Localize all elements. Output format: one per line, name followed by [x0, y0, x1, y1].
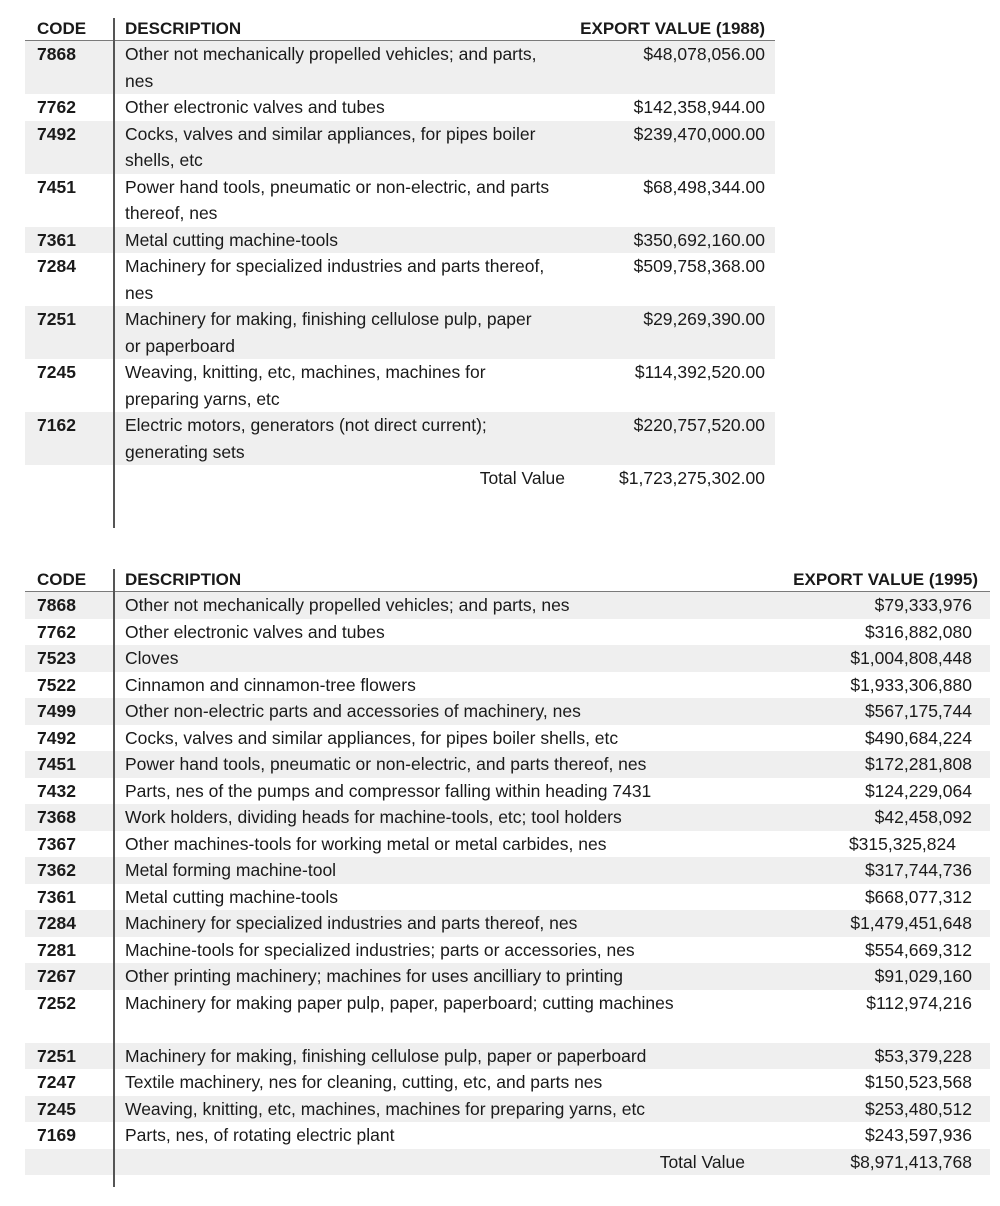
- row-code: 7367: [37, 833, 76, 854]
- table-row: [25, 1069, 990, 1096]
- row-value: $253,480,512: [864, 1098, 972, 1119]
- row-value: $124,229,064: [864, 780, 972, 801]
- table-row: [25, 306, 775, 359]
- row-code: 7451: [37, 754, 76, 774]
- row-code: 7451: [37, 176, 76, 197]
- table-row: [25, 253, 775, 306]
- table-row: [25, 174, 775, 227]
- row-description: Metal cutting machine-tools: [125, 886, 339, 907]
- table-row: [25, 41, 775, 94]
- row-value: $315,325,824: [848, 833, 956, 854]
- total-row: [25, 1149, 990, 1176]
- row-value: $1,479,451,648: [850, 913, 972, 933]
- row-code: 7762: [37, 97, 76, 117]
- row-value: $220,757,520.00: [633, 415, 765, 435]
- table-row: [25, 831, 990, 858]
- row-code: 7361: [37, 886, 76, 907]
- row-code: 7169: [37, 1125, 76, 1145]
- table-row: [25, 1122, 990, 1149]
- table-row: [25, 751, 990, 778]
- row-code: 7762: [37, 621, 76, 642]
- row-code: 7281: [37, 939, 76, 960]
- table-row: [25, 990, 990, 1043]
- row-description: Parts, nes, of rotating electric plant: [125, 1125, 395, 1145]
- table-row: [25, 619, 990, 646]
- row-code: 7432: [37, 780, 76, 801]
- total-value: $1,723,275,302.00: [619, 468, 765, 488]
- row-value: $509,758,368.00: [633, 256, 765, 276]
- row-value: $150,523,568: [864, 1072, 972, 1092]
- row-description: Power hand tools, pneumatic or non-electric, and parts thereof, nes: [125, 754, 647, 774]
- row-code: 7361: [37, 229, 76, 250]
- row-code: 7251: [37, 309, 76, 329]
- row-code: 7247: [37, 1072, 76, 1092]
- table-row: [25, 412, 775, 465]
- row-description: Other not mechanically propelled vehicles; and parts, nes: [125, 595, 570, 615]
- description-header: DESCRIPTION: [125, 19, 242, 38]
- row-description: Work holders, dividing heads for machine-tools, etc; tool holders: [125, 807, 622, 827]
- row-description: Other non-electric parts and accessories of machinery, nes: [125, 701, 581, 721]
- row-description: Cocks, valves and similar appliances, for pipes boiler shells, etc: [125, 727, 619, 748]
- row-description: Other electronic valves and tubes: [125, 97, 385, 117]
- row-code: 7267: [37, 966, 76, 986]
- table-row: [25, 884, 990, 911]
- row-value: $316,882,080: [864, 621, 972, 642]
- row-code: 7284: [37, 913, 76, 933]
- row-value: $79,333,976: [874, 595, 972, 615]
- row-value: $554,669,312: [864, 939, 972, 960]
- row-value: $114,392,520.00: [634, 362, 765, 382]
- row-value: $239,470,000.00: [633, 123, 765, 144]
- code-header: CODE: [37, 19, 87, 38]
- export-value-header: EXPORT VALUE (1988): [580, 19, 765, 38]
- table-row: [25, 937, 990, 964]
- row-description: Machinery for specialized industries and parts thereof, nes: [125, 256, 545, 303]
- total-label: Total Value: [659, 1151, 745, 1172]
- table-header: [25, 18, 775, 41]
- row-code: 7162: [37, 415, 76, 435]
- row-description: Machinery for making paper pulp, paper, paperboard; cutting machines: [125, 992, 674, 1013]
- row-code: 7368: [37, 807, 76, 827]
- row-value: $91,029,160: [874, 966, 972, 986]
- row-code: 7252: [37, 992, 76, 1013]
- row-value: $29,269,390.00: [643, 309, 765, 329]
- export-table-1988: [25, 18, 775, 492]
- row-description: Other printing machinery; machines for uses ancilliary to printing: [125, 966, 623, 986]
- row-value: $112,974,216: [866, 992, 972, 1013]
- row-value: $172,281,808: [864, 754, 972, 774]
- row-description: Cocks, valves and similar appliances, for pipes boiler shells, etc: [125, 123, 536, 170]
- table-row: [25, 804, 990, 831]
- table-row: [25, 778, 990, 805]
- column-divider: [113, 18, 115, 528]
- row-value: $1,933,306,880: [850, 674, 972, 695]
- table-row: [25, 1043, 990, 1070]
- row-description: Machinery for specialized industries and parts thereof, nes: [125, 913, 578, 933]
- row-code: 7868: [37, 595, 76, 615]
- row-value: $53,379,228: [874, 1045, 972, 1066]
- table-header: [25, 569, 990, 592]
- table-row: [25, 592, 990, 619]
- row-value: $48,078,056.00: [643, 44, 765, 64]
- row-code: 7868: [37, 44, 76, 64]
- table-row: [25, 672, 990, 699]
- row-code: 7245: [37, 1098, 76, 1119]
- table-row: [25, 910, 990, 937]
- table-row: [25, 698, 990, 725]
- row-code: 7523: [37, 648, 76, 668]
- total-row: [25, 465, 775, 492]
- description-header: DESCRIPTION: [125, 570, 242, 589]
- row-description: Parts, nes of the pumps and compressor falling within heading 7431: [125, 780, 652, 801]
- row-description: Machine-tools for specialized industries; parts or accessories, nes: [125, 939, 635, 960]
- row-value: $142,358,944.00: [633, 97, 765, 117]
- row-value: $68,498,344.00: [643, 176, 765, 197]
- table-row: [25, 963, 990, 990]
- table-row: [25, 121, 775, 174]
- table-row: [25, 857, 990, 884]
- row-description: Weaving, knitting, etc, machines, machines for preparing yarns, etc: [125, 1098, 646, 1119]
- row-description: Other not mechanically propelled vehicles; and parts, nes: [125, 44, 537, 91]
- row-description: Machinery for making, finishing cellulose pulp, paper or paperboard: [125, 1045, 647, 1066]
- row-value: $42,458,092: [874, 807, 972, 827]
- total-value: $8,971,413,768: [850, 1151, 972, 1172]
- row-code: 7499: [37, 701, 76, 721]
- table-row: [25, 1096, 990, 1123]
- row-value: $243,597,936: [864, 1125, 972, 1145]
- export-value-header: EXPORT VALUE (1995): [793, 570, 978, 589]
- row-code: 7251: [37, 1045, 76, 1066]
- row-value: $668,077,312: [864, 886, 972, 907]
- row-description: Metal forming machine-tool: [125, 860, 337, 880]
- row-code: 7522: [37, 674, 76, 695]
- row-description: Cinnamon and cinnamon-tree flowers: [125, 674, 416, 695]
- row-value: $490,684,224: [864, 727, 972, 748]
- row-code: 7245: [37, 362, 76, 382]
- row-code: 7492: [37, 727, 76, 748]
- row-value: $317,744,736: [864, 860, 972, 880]
- row-code: 7362: [37, 860, 76, 880]
- row-value: $1,004,808,448: [850, 648, 972, 668]
- column-divider: [113, 569, 115, 1187]
- table-row: [25, 94, 775, 121]
- row-value: $567,175,744: [864, 701, 972, 721]
- row-value: $350,692,160.00: [633, 229, 765, 250]
- row-description: Textile machinery, nes for cleaning, cutting, etc, and parts nes: [125, 1072, 603, 1092]
- row-description: Power hand tools, pneumatic or non-electric, and parts thereof, nes: [125, 176, 550, 223]
- table-row: [25, 725, 990, 752]
- row-description: Other machines-tools for working metal or metal carbides, nes: [125, 833, 607, 854]
- row-description: Machinery for making, finishing cellulose pulp, paper or paperboard: [125, 309, 532, 356]
- total-label: Total Value: [479, 468, 565, 488]
- row-description: Electric motors, generators (not direct current); generating sets: [125, 415, 487, 462]
- table-row: [25, 227, 775, 254]
- row-description: Other electronic valves and tubes: [125, 621, 385, 642]
- row-description: Weaving, knitting, etc, machines, machines for preparing yarns, etc: [125, 362, 486, 409]
- row-code: 7492: [37, 123, 76, 144]
- row-code: 7284: [37, 256, 76, 276]
- export-table-1995: [25, 569, 990, 1175]
- table-row: [25, 645, 990, 672]
- table-row: [25, 359, 775, 412]
- row-description: Cloves: [125, 648, 179, 668]
- row-description: Metal cutting machine-tools: [125, 229, 339, 250]
- code-header: CODE: [37, 570, 87, 589]
